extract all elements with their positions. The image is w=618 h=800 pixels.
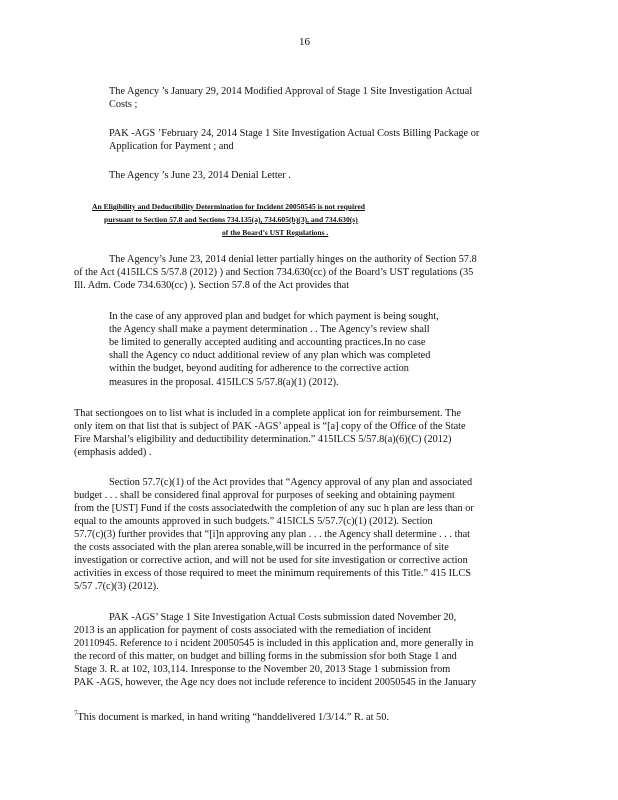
- list-item-2-line-1: PAK -AGS ’February 24, 2014 Stage 1 Site Investigation Actual Costs Billing Package or: [109, 128, 480, 139]
- p2-line-1: That sectiongoes on to list what is included in a complete applicat ion for reimbursement. The: [74, 408, 461, 419]
- p3-line-5: 57.7(c)(3) further provides that “[i]n approving any plan . . . the Agency shall determine . . . that: [74, 529, 471, 540]
- quote-line-4: shall the Agency co nduct additional review of any plan which was completed: [109, 350, 431, 361]
- quote-line-6: measures in the proposal. 415ILCS 5/57.8(a)(1) (2012).: [109, 377, 339, 388]
- p3-line-4: equal to the amounts approved in such budgets.” 415ICLS 5/57.7(c)(1) (2012). Section: [74, 516, 433, 527]
- section-heading: [92, 200, 518, 239]
- p1-line-3: Ill. Adm. Code 734.630(cc) ). Section 57.8 of the Act provides that: [74, 280, 350, 291]
- p3-line-8: activities in excess of those required to meet the minimum requirements of this Title.” 415 ILCS: [74, 568, 471, 579]
- p4-line-2: 2013 is an application for payment of costs associated with the remediation of incident: [74, 625, 432, 636]
- p4-line-3: 20110945. Reference to i ncident 20050545 is included in this application and, more generally in: [74, 638, 474, 649]
- heading-line-1: An Eligibility and Deductibility Determination for Incident 20050545 is not required: [92, 202, 365, 211]
- p1-line-2: of the Act (415ILCS 5/57.8 (2012) ) and Section 734.630(cc) of the Board’s UST regulations (35: [74, 267, 474, 278]
- quote-line-3: be limited to generally accepted auditing and accounting practices.In no case: [109, 337, 426, 348]
- list-item-2-line-2: Application for Payment ; and: [109, 141, 234, 152]
- p1-line-1: The Agency’s June 23, 2014 denial letter partially hinges on the authority of Section 57.8: [109, 254, 477, 265]
- p3-line-2: budget . . . shall be considered final approval for purposes of seeking and obtaining payment: [74, 490, 455, 501]
- p3-line-7: investigation or corrective action, and will not be used for site investigation or corrective action: [74, 555, 468, 566]
- list-item-3-line-1: The Agency ’s June 23, 2014 Denial Letter .: [109, 170, 291, 181]
- footnote-marker: 7: [74, 709, 78, 718]
- p2-line-3: Fire Marshal’s eligibility and deductibility determination.” 415ILCS 5/57.8(a)(6)(C) (2012): [74, 434, 452, 445]
- heading-line-2: pursuant to Section 57.8 and Sections 734.135(a), 734.605(b)(3), and 734.630(s): [104, 215, 358, 224]
- p2-line-4: (emphasis added) .: [74, 447, 152, 458]
- list-item-1-line-2: Costs ;: [109, 99, 138, 110]
- list-item-1-line-1: The Agency ’s January 29, 2014 Modified Approval of Stage 1 Site Investigation Actual: [109, 86, 473, 97]
- p2-line-2: only item on that list that is subject of PAK -AGS’ appeal is “[a] copy of the Office of the State: [74, 421, 466, 432]
- p4-line-4: the record of this matter, on budget and billing forms in the submission sfor both Stage 1 and: [74, 651, 457, 662]
- p4-line-6: PAK -AGS, however, the Age ncy does not include reference to incident 20050545 in the January: [74, 677, 477, 688]
- p3-line-3: from the [UST] Fund if the costs associatedwith the completion of any suc h plan are less than or: [74, 503, 474, 514]
- p3-line-6: the costs associated with the plan arerea sonable,will be incurred in the performance of site: [74, 542, 449, 553]
- page-number: 16: [299, 36, 310, 48]
- p4-line-1: PAK -AGS’ Stage 1 Site Investigation Actual Costs submission dated November 20,: [109, 612, 457, 623]
- quote-line-2: the Agency shall make a payment determination . . The Agency’s review shall: [109, 324, 430, 335]
- quote-line-1: In the case of any approved plan and budget for which payment is being sought,: [109, 311, 439, 322]
- p3-line-9: 5/57 .7(c)(3) (2012).: [74, 581, 159, 592]
- p4-line-5: Stage 3. R. at 102, 103,114. Inresponse to the November 20, 2013 Stage 1 submission from: [74, 664, 451, 675]
- footnote-text: This document is marked, in hand writing “handdelivered 1/3/14.” R. at 50.: [77, 712, 389, 723]
- p3-line-1: Section 57.7(c)(1) of the Act provides that “Agency approval of any plan and associated: [109, 477, 473, 488]
- footnote: [74, 709, 389, 725]
- heading-line-3: of the Board’s UST Regulations .: [222, 228, 329, 237]
- quote-line-5: within the budget, beyond auditing for adherence to the corrective action: [109, 363, 409, 374]
